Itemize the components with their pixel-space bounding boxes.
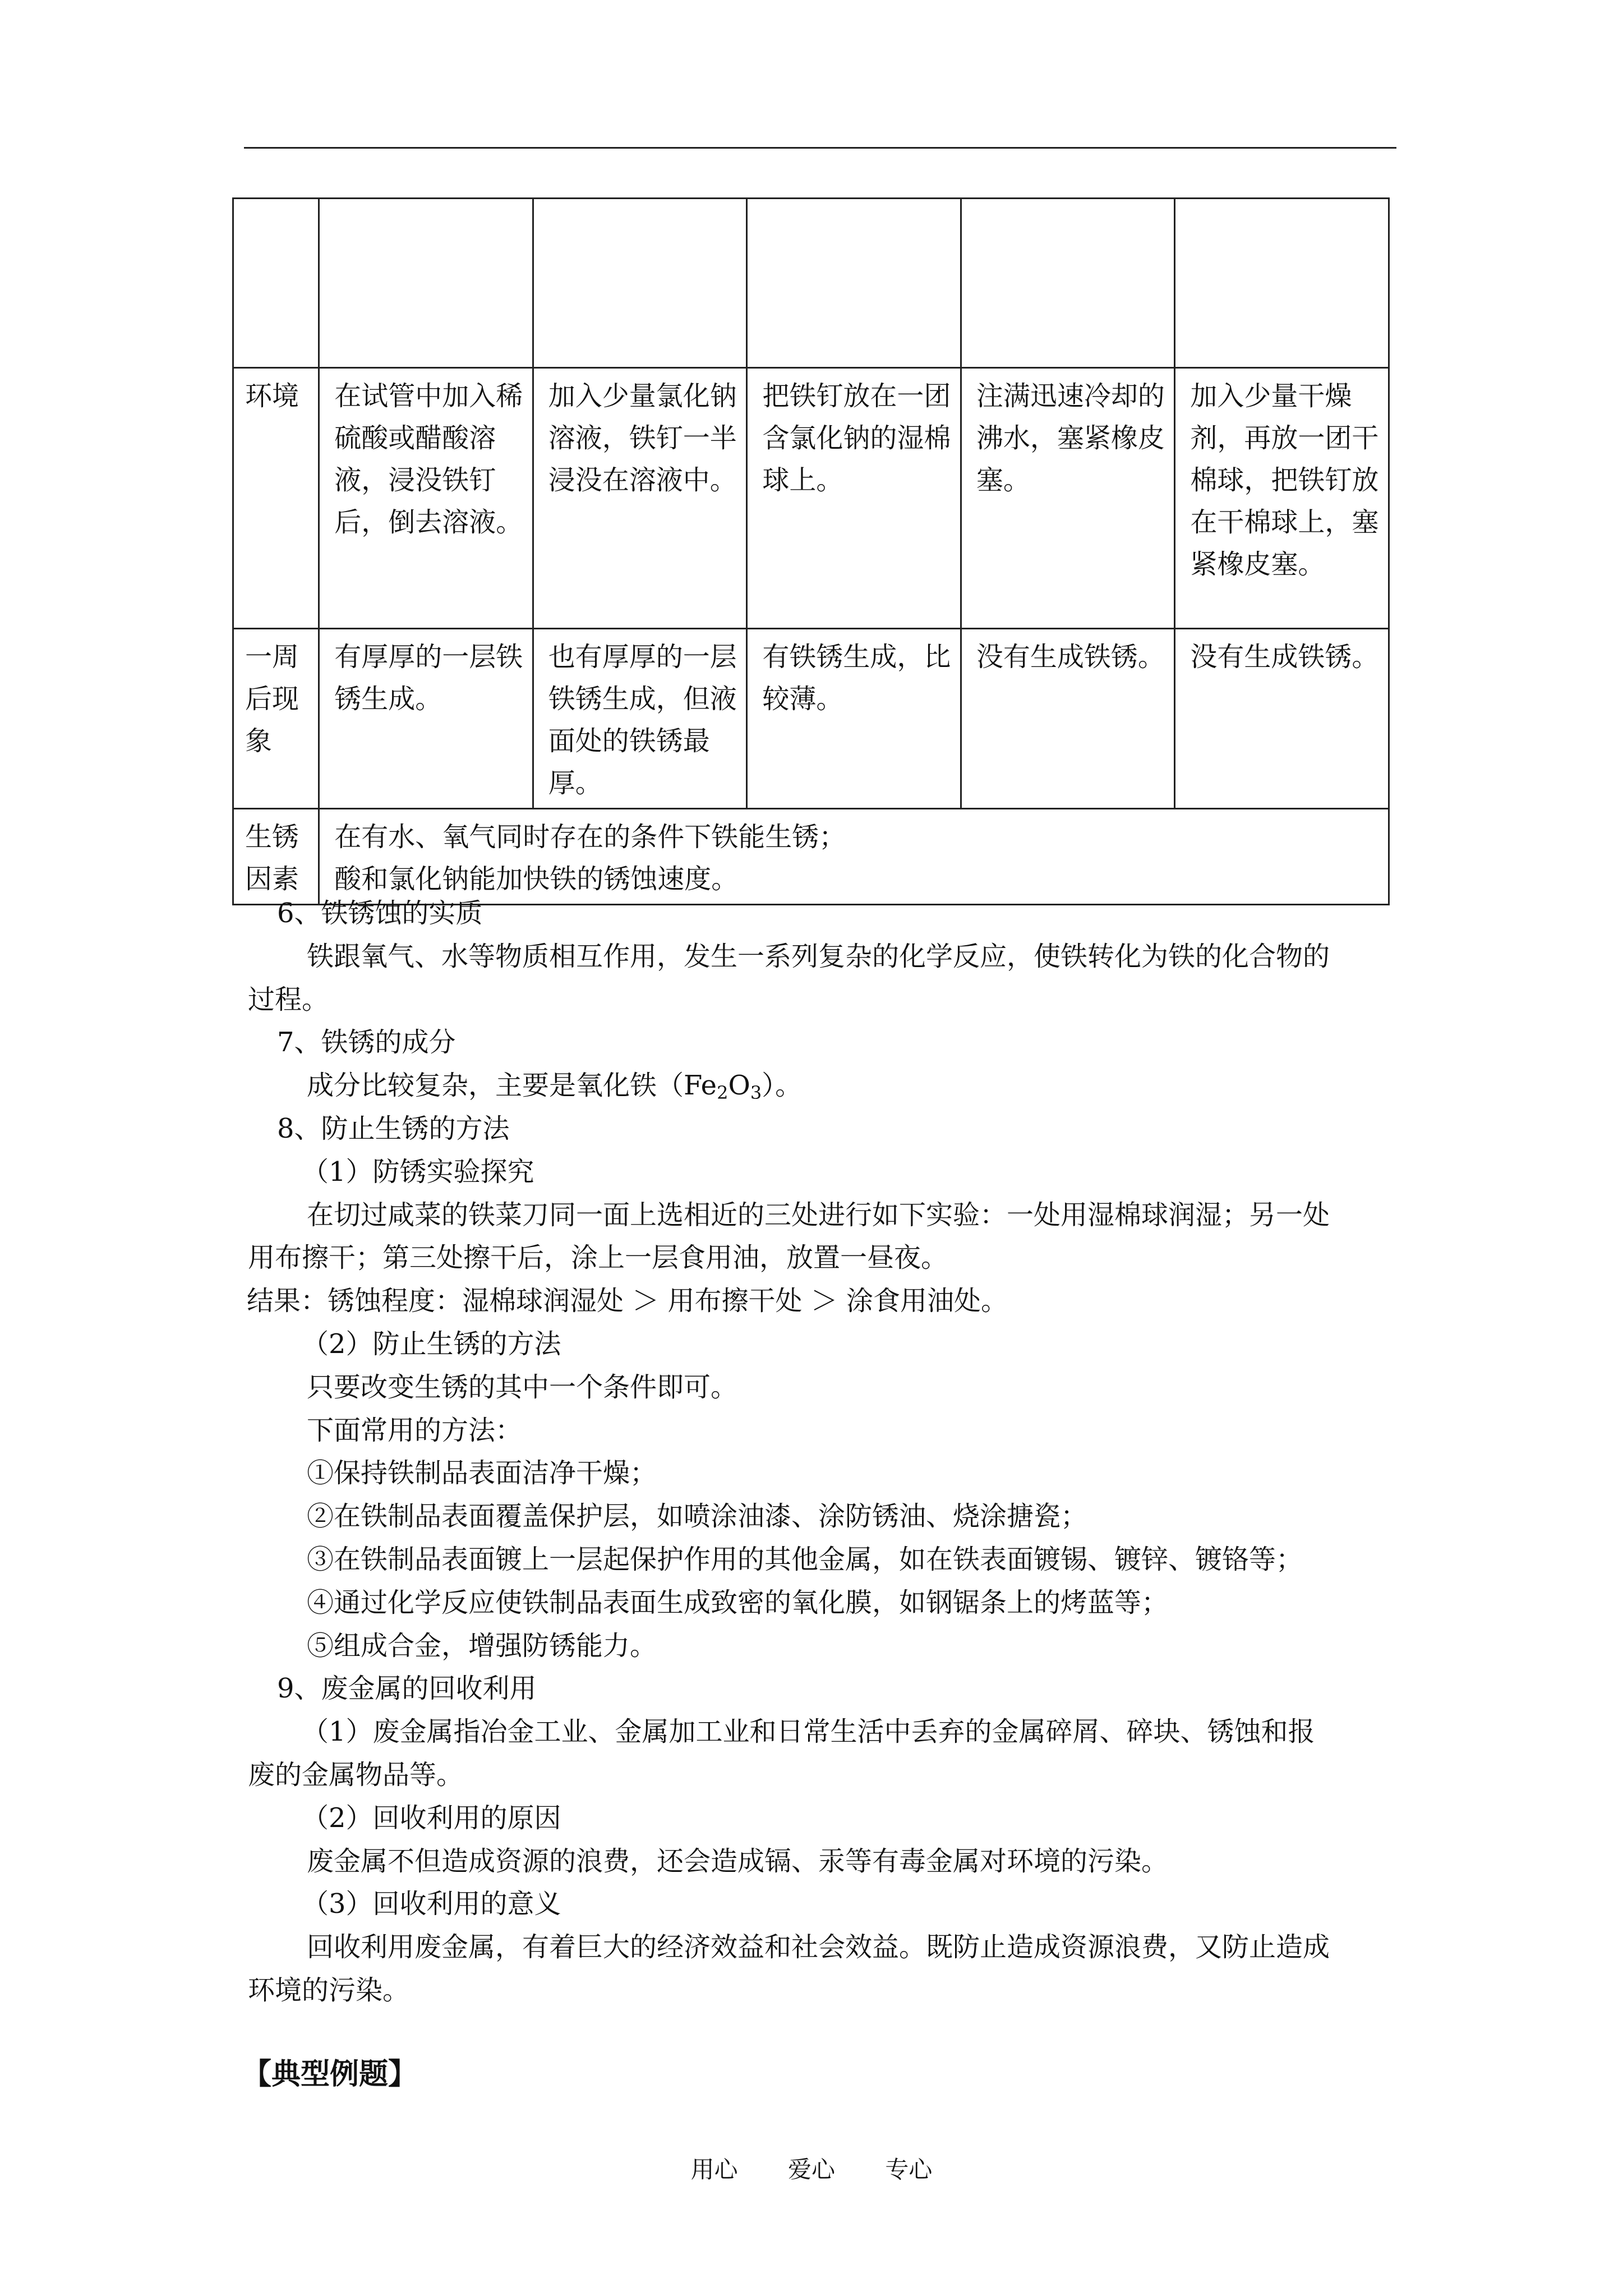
subscript: 3 xyxy=(750,1082,762,1104)
page-footer xyxy=(0,2151,1623,2185)
factor-line: 在有水、氧气同时存在的条件下铁能生锈； xyxy=(334,821,846,853)
row-label-phenomenon: 一周后现象 xyxy=(233,629,319,809)
table-cell: 在试管中加入稀硫酸或醋酸溶液，浸没铁钉后，倒去溶液。 xyxy=(319,368,533,629)
text-run: 成分比较复杂，主要是氧化铁（Fe xyxy=(307,1070,717,1102)
paragraph: 下面常用的方法： xyxy=(307,1414,523,1446)
paragraph: 废金属不但造成资源的浪费，还会造成镉、汞等有毒金属对环境的污染。 xyxy=(307,1845,1169,1877)
section-9-title: 9、废金属的回收利用 xyxy=(277,1673,537,1705)
result-line: 结果：锈蚀程度：湿棉球润湿处 ＞ 用布擦干处 ＞ 涂食用油处。 xyxy=(247,1285,1008,1317)
row-label-environment: 环境 xyxy=(233,368,319,629)
list-item: ①保持铁制品表面洁净干燥； xyxy=(307,1457,657,1489)
text-run: ）。 xyxy=(762,1070,803,1102)
body-text xyxy=(0,892,1623,2012)
table-cell: 把铁钉放在一团含氯化钠的湿棉球上。 xyxy=(747,368,961,629)
footer-word: 用心 xyxy=(690,2156,738,2183)
paragraph: 环境的污染。 xyxy=(248,1974,410,2006)
paragraph: 铁跟氧气、水等物质相互作用，发生一系列复杂的化学反应，使铁转化为铁的化合物的 xyxy=(307,940,1330,972)
subsection-title: （2）防止生锈的方法 xyxy=(302,1328,561,1360)
table-cell: 加入少量干燥剂，再放一团干棉球，把铁钉放在干棉球上，塞紧橡皮塞。 xyxy=(1175,368,1389,629)
paragraph: （1）废金属指冶金工业、金属加工业和日常生活中丢弃的金属碎屑、碎块、锈蚀和报 xyxy=(302,1716,1315,1748)
paragraph: 用布擦干；第三处擦干后，涂上一层食用油，放置一昼夜。 xyxy=(248,1242,948,1274)
footer-word: 专心 xyxy=(885,2156,933,2183)
table-cell: 也有厚厚的一层铁锈生成，但液面处的铁锈最厚。 xyxy=(533,629,747,809)
list-item: ②在铁制品表面覆盖保护层，如喷涂油漆、涂防锈油、烧涂搪瓷； xyxy=(307,1501,1088,1533)
table-row-factors xyxy=(233,809,1389,905)
subsection-title: （2）回收利用的原因 xyxy=(302,1802,561,1834)
table-cell xyxy=(533,199,747,368)
subsection-title: （3）回收利用的意义 xyxy=(302,1888,561,1920)
table-cell xyxy=(961,199,1175,368)
table-cell: 有铁锈生成，比较薄。 xyxy=(747,629,961,809)
table-cell xyxy=(747,199,961,368)
list-item: ④通过化学反应使铁制品表面生成致密的氧化膜，如钢锯条上的烤蓝等； xyxy=(307,1586,1169,1618)
rust-experiment-table xyxy=(232,197,1390,905)
section-8-title: 8、防止生锈的方法 xyxy=(277,1112,510,1144)
paragraph xyxy=(0,1064,1623,1107)
table-row-phenomenon xyxy=(233,629,1389,809)
section-6-title: 6、铁锈蚀的实质 xyxy=(277,898,483,929)
factor-cell xyxy=(319,809,1389,905)
table-cell: 加入少量氯化钠溶液，铁钉一半浸没在溶液中。 xyxy=(533,368,747,629)
paragraph: 回收利用废金属，有着巨大的经济效益和社会效益。既防止造成资源浪费，又防止造成 xyxy=(307,1931,1330,1963)
paragraph: 只要改变生锈的其中一个条件即可。 xyxy=(307,1371,738,1403)
paragraph: 在切过咸菜的铁菜刀同一面上选相近的三处进行如下实验：一处用湿棉球润湿；另一处 xyxy=(307,1199,1330,1231)
table-cell: 有厚厚的一层铁锈生成。 xyxy=(319,629,533,809)
table-cell xyxy=(233,199,319,368)
table-cell: 没有生成铁锈。 xyxy=(961,629,1175,809)
table-row-figures xyxy=(233,199,1389,368)
table-cell: 没有生成铁锈。 xyxy=(1175,629,1389,809)
paragraph: 过程。 xyxy=(248,983,329,1015)
footer-word: 爱心 xyxy=(787,2156,835,2183)
subscript: 2 xyxy=(717,1082,728,1104)
row-label-factors: 生锈因素 xyxy=(233,809,319,905)
section-title: 【典型例题】 xyxy=(242,2058,418,2091)
table-cell xyxy=(1175,199,1389,368)
section-7-title: 7、铁锈的成分 xyxy=(277,1027,456,1059)
factor-line: 酸和氯化钠能加快铁的锈蚀速度。 xyxy=(334,863,739,895)
table-row-environment xyxy=(233,368,1389,629)
list-item: ③在铁制品表面镀上一层起保护作用的其他金属，如在铁表面镀锡、镀锌、镀铬等； xyxy=(307,1543,1303,1575)
table-cell: 注满迅速冷却的沸水，塞紧橡皮塞。 xyxy=(961,368,1175,629)
list-item: ⑤组成合金，增强防锈能力。 xyxy=(307,1630,657,1662)
header-rule xyxy=(244,147,1396,149)
paragraph: 废的金属物品等。 xyxy=(248,1759,464,1791)
subsection-title: （1）防锈实验探究 xyxy=(302,1156,534,1188)
text-run: O xyxy=(728,1070,750,1102)
table-cell xyxy=(319,199,533,368)
